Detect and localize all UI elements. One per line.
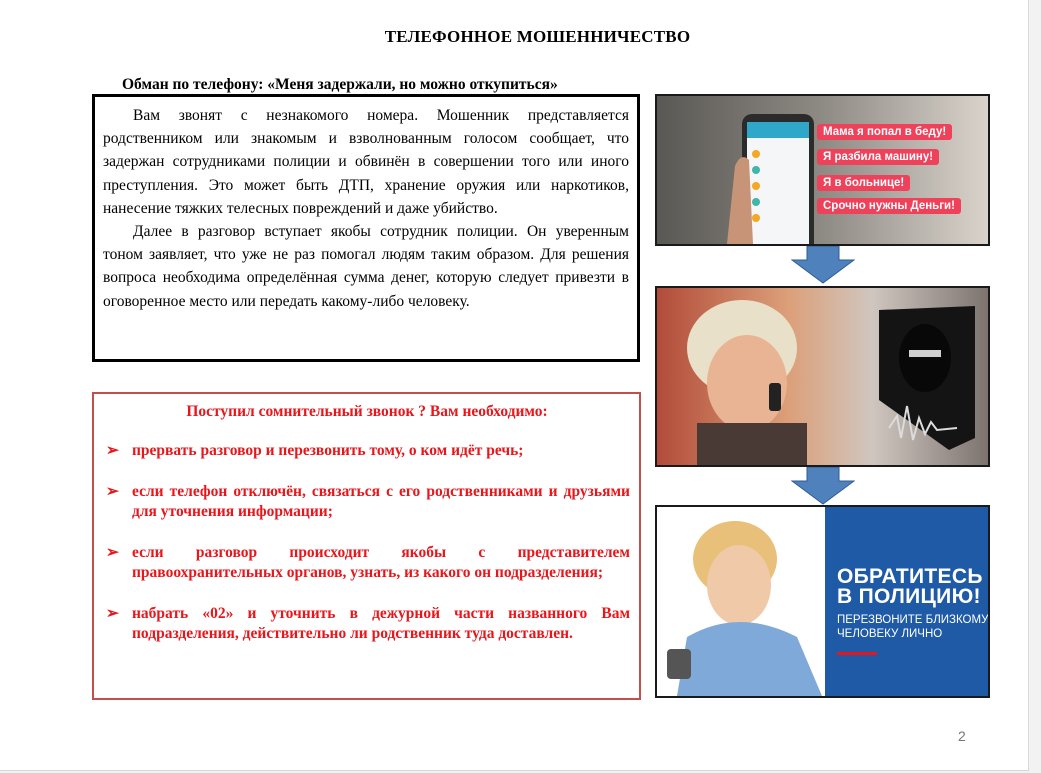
police-panel: [825, 507, 990, 696]
police-subtitle-line: ПЕРЕЗВОНИТЕ БЛИЗКОМУ: [837, 614, 989, 626]
accent-line: [837, 652, 877, 655]
advice-item: [104, 604, 630, 644]
police-appeal-title: [837, 567, 983, 607]
advice-item: [104, 441, 630, 461]
story-paragraph-1: Вам звонят с незнакомого номера. Мошенник представляется родственником или знакомым и взволнованным голосом сообщает, что задержан сотрудниками полиции и обвинён в совершении того или иного преступления. Это может быть ДТП, хранение оружия или наркотиков, нанесение тяжких телесных повреждений и даже убийство.: [103, 107, 629, 217]
scam-message-bubble: Я в больнице!: [817, 175, 910, 191]
scam-call-image: [655, 286, 990, 467]
advice-item-text: если телефон отключён, связаться с его родственниками и друзьями для уточнения информации;: [132, 483, 630, 520]
section-subtitle: Обман по телефону: «Меня задержали, но можно откупиться»: [122, 76, 558, 93]
advice-item-text: набрать «02» и уточнить в дежурной части названного Вам подразделения, действительно ли родственник туда доставлен.: [132, 605, 630, 642]
scam-call-illustration: [657, 288, 988, 465]
arrow-bullet-icon: ➢: [106, 483, 119, 500]
scam-message-bubble: Я разбила машину!: [817, 149, 939, 165]
police-subtitle-line: ЧЕЛОВЕКУ ЛИЧНО: [837, 628, 943, 640]
advice-item: [104, 543, 630, 583]
scam-message-bubble: Срочно нужны Деньги!: [817, 198, 961, 214]
advice-box: [92, 392, 641, 700]
page-number: 2: [958, 728, 966, 744]
phone-messages-image: [655, 94, 990, 246]
advice-heading: Поступил сомнительный звонок ? Вам необходимо:: [186, 403, 548, 420]
police-appeal-image: [655, 505, 990, 698]
arrow-bullet-icon: ➢: [106, 605, 119, 622]
police-title-line: В ПОЛИЦИЮ!: [837, 585, 981, 608]
advice-item-text: прервать разговор и перезвонить тому, о ком идёт речь;: [132, 442, 524, 459]
advice-item-text: если разговор происходит якобы с представителем правоохранительных органов, узнать, из какого он подразделения;: [132, 544, 630, 581]
down-arrow-icon: [791, 246, 855, 284]
scam-message-bubble: Мама я попал в беду!: [817, 124, 952, 140]
story-box: [92, 94, 640, 362]
police-appeal-subtitle: [837, 613, 988, 641]
phone-illustration: [657, 96, 988, 244]
down-arrow-icon: [791, 467, 855, 505]
police-title-line: ОБРАТИТЕСЬ: [837, 565, 983, 588]
story-paragraph-2: Далее в разговор вступает якобы сотрудник полиции. Он уверенным тоном заявляет, что уже не раз помогал людям таким образом. Для решения вопроса необходима определённая сумма денег, которую следует привезти в оговоренное место или передать какому-либо человеку.: [103, 223, 629, 310]
arrow-bullet-icon: ➢: [106, 544, 119, 561]
arrow-bullet-icon: ➢: [106, 442, 119, 459]
elderly-woman-illustration: [657, 507, 827, 696]
page-title: ТЕЛЕФОННОЕ МОШЕННИЧЕСТВО: [384, 27, 691, 46]
advice-item: [104, 482, 630, 522]
